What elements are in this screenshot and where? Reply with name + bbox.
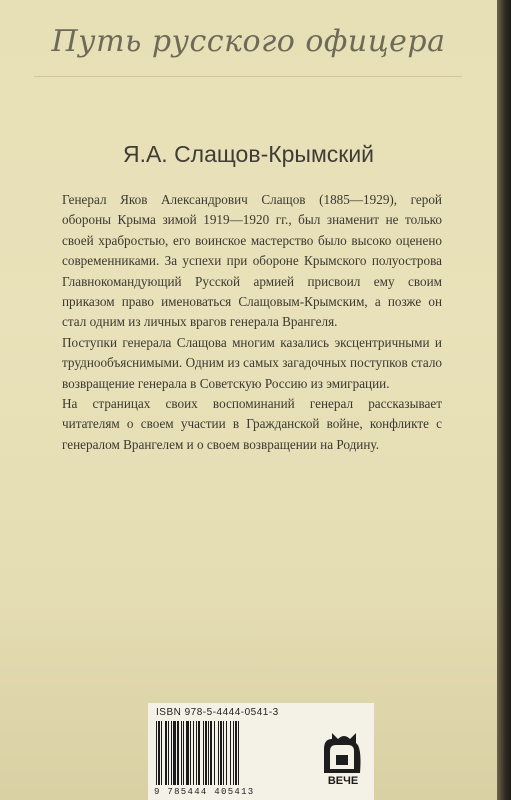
cover-edge-shadow <box>497 0 511 800</box>
barcode-digits: 9 785444 405413 <box>154 787 255 797</box>
publisher-logo-icon <box>318 729 366 775</box>
annotation-paragraph-2: Поступки генерала Слащова многим казались эксцентричными и труднообъяснимыми. Одним из самых загадочных поступков стало возвращение генерала в Советскую Россию из эмиграции. <box>62 334 442 391</box>
series-divider <box>34 76 462 77</box>
isbn-label: ISBN 978-5-4444-0541-3 <box>156 707 279 718</box>
author-title: Я.А. Слащов-Крымский <box>122 141 375 167</box>
publisher-logo-text: ВЕЧЕ <box>327 775 359 787</box>
annotation-paragraph-3: На страницах своих воспоминаний генерал рассказывает читателям о своем участии в Гражданской войне, конфликте с генералом Врангелем и о своем возвращении на Родину. <box>62 396 442 452</box>
barcode-image <box>154 721 304 787</box>
annotation-paragraph-1: Генерал Яков Александрович Слащов (1885—1929), герой обороны Крыма зимой 1919—1920 гг., был знаменит не только своей храбростью, его воинское мастерство было высоко оценено современниками. За успехи при обороне Крымского полуострова Главнокомандующий Русской армией присвоил ему своим приказом право именоваться Слащовым-Крымским, а позже он стал одним из личных врагов генерала Врангеля. <box>62 192 442 330</box>
barcode-sticker <box>148 703 374 800</box>
annotation-text <box>62 190 442 455</box>
series-title: Путь русского офицера <box>51 24 446 59</box>
